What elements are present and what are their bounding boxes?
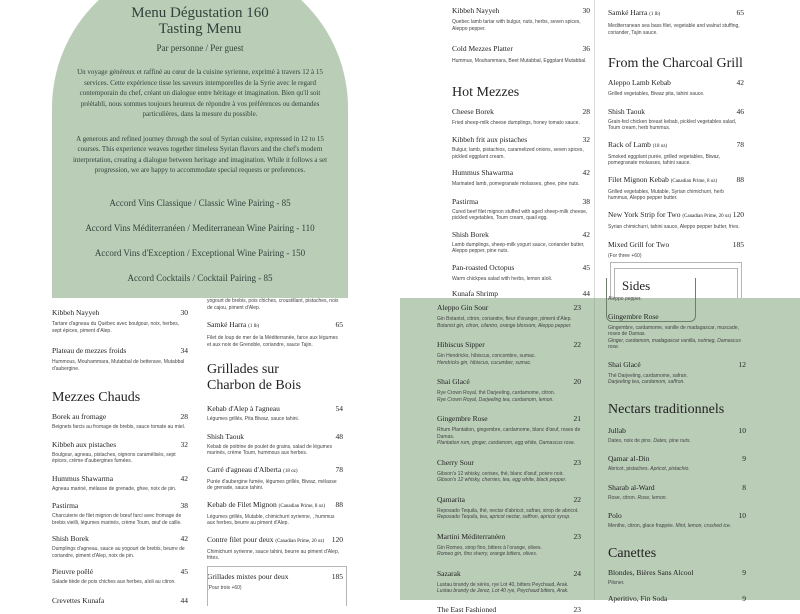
item-description-en: Lustau brandy de Jerez, Lot 40 rye, Peychaud bitters, Arak. — [437, 588, 569, 594]
item-description: Quebec lamb tartar with bulgur, nuts, herbs, seven spices, Aleppo pepper. — [452, 19, 581, 32]
item-description: Gin Hendricks, hibiscus, concombre, sumac. — [437, 353, 536, 359]
menu-item: Rack of Lamb (18 oz) 78 — [608, 139, 744, 149]
tasting-per-person: Par personne / Per guest — [156, 43, 244, 53]
item-description: Kebab de poitrine de poulet de grains, salad de légumes marinés, crème Toum, hummous aux herbes. — [207, 443, 333, 456]
menu-item: Gingembre Rose — [608, 311, 659, 321]
menu-item: Filet Mignon Kebab (Canadian Prime, 8 oz) 88 — [608, 174, 744, 184]
menu-item: Qamar al-Din 9 — [608, 454, 746, 463]
item-description: (For three +60) — [608, 253, 642, 259]
tasting-subtitle: Tasting Menu — [158, 21, 242, 37]
menu-item: Blondes, Bières Sans Alcool 9 — [608, 567, 746, 577]
section-heading-grillades: Grillades sur — [207, 362, 279, 377]
item-description: Beignets farcis au fromage de brebis, sauce tomate au miel. — [52, 424, 186, 430]
item-description: Charcuterie de filet mignon de bœuf farci avec fromage de brebis vieilli, légumes marinés, crème Toum, œuf de caille. — [52, 513, 182, 526]
item-description: Fried sheep-milk cheese dumplings, honey tomato sauce. — [452, 119, 580, 126]
pairing-classic: Accord Vins Classique / Classic Wine Pairing - 85 — [109, 197, 291, 208]
section-heading-sides: Sides — [622, 278, 651, 293]
item-description: Hummus, Mouhammara, Beet Mutabbal, Eggplant Mutabbal. — [452, 58, 587, 64]
menu-item: Aleppo Lamb Kebab 42 — [608, 78, 744, 87]
item-description: Bulgur, lamb, pistachios, caramelized onions, seven spices, pickled eggplant cream. — [452, 147, 584, 160]
menu-item: Sazarak 24 — [437, 568, 581, 578]
item-description: Rhum Plantation, gingembre, cardamome, blanc d'œuf, roses de Damas. — [437, 427, 581, 440]
menu-item: Aleppo Gin Sour 23 — [437, 303, 581, 312]
item-description: Tartare d'agneau du Québec avec boulgour, noix, herbes, sept épices, piment d'Alep. — [52, 321, 180, 334]
section-heading-canettes: Canettes — [608, 545, 657, 561]
tasting-description-en: A generous and refined journey through the soul of Syrian cuisine, expressed in 12 to 15 courses. This experience weaves together timeless Syrian flavors and the chef's modern interpretation, creating a dialogue between heritage and imagination. While it follows a set progression, we are happy to accommodate special requests or preferences. — [72, 134, 328, 174]
item-description: Chimichurri syrienne, sauce tahini, beurre au piment d'Alep, frites. — [207, 548, 340, 561]
menu-item: Hummus Shawarma 42 — [452, 168, 590, 177]
menu-item: Kibbeh frit aux pistaches 32 — [452, 135, 590, 144]
menu-item: Crevettes Kunafa 44 — [52, 595, 188, 605]
menu-item: Shish Borek 42 — [452, 229, 590, 239]
menu-item: Jullab 10 — [608, 425, 746, 435]
item-description: Filet de loup de mer de la Méditerranée, farce aux légumes et aux noix de Grenoble, coriandre, sauce Tajin. — [207, 335, 338, 348]
item-description: Mediterranean sea bass filet, vegetable and walnut stuffing, coriander, Tajin sauce. — [608, 23, 740, 36]
menu-item: Shish Borek 42 — [52, 534, 188, 543]
item-description-en: Darjeeling tea, cardamom, saffron. — [608, 379, 685, 385]
item-description: Reposado Tequila, thé, nectar d'abricot, safran, sirop de abricot. — [437, 507, 579, 514]
item-description-en: Hendricks gin, hibiscus, cucumber, sumac. — [437, 359, 532, 366]
hot-mezzes-column — [452, 6, 590, 298]
menu-item: Cherry Sour 23 — [437, 457, 581, 467]
item-description: Smoked eggplant purée, grilled vegetables, Biwaz, pomegranate molasses, tahini sauce. — [608, 153, 721, 166]
pairing-cocktail: Accord Cocktails / Cocktail Pairing - 85 — [127, 272, 273, 283]
menu-item: Contre filet pour deux (Canadian Prime, 20 oz) 120 — [207, 534, 343, 544]
tasting-title: Menu Dégustation 160 — [131, 5, 269, 21]
item-description: Rye Crown Royal, thé Darjeeling, cardamome, citron. — [437, 390, 556, 396]
item-description: Pilsner. — [608, 579, 625, 586]
menu-item: Borek au fromage 28 — [52, 412, 188, 421]
menu-item: Hummus Shawarma 42 — [52, 473, 188, 483]
item-description-en: Botanist gin, citron, cilantro, orange blossom, Aleppo pepper. — [437, 322, 572, 329]
menu-item: Samké Harra (1 lb) 65 — [608, 8, 744, 17]
menu-item: Kebab d'Alep à l'agneau 54 — [207, 404, 343, 413]
nectars-column — [608, 296, 746, 603]
item-description: Marinated lamb, pomegranate molasses, ghee, pine nuts. — [452, 181, 580, 187]
cocktails-column — [437, 303, 581, 614]
item-description: Hummous, Mouhammara, Mutabbal de betterave, Mutabbal d'aubergine. — [52, 359, 185, 372]
column-divider — [594, 298, 595, 600]
item-description: Gibson's 12 whisky, cerises, thé, blanc d'œuf, poivre noir. — [437, 470, 564, 477]
item-description: Dates, noix de pins. Dates, pine nuts. — [608, 437, 691, 444]
menu-item: Shish Taouk 46 — [608, 106, 744, 116]
menu-item: Mixed Grill for Two 185 — [608, 240, 744, 249]
menu-item: Kibbeh Nayyeh 30 — [452, 6, 590, 15]
section-heading-nectars: Nectars traditionnels — [608, 401, 725, 417]
item-description: Gingembre, cardamome, vanille de madagascar, muscade, roses de Damas. — [608, 324, 739, 337]
item-description-en: Romeo gin, fino sherry, orange bitters, olives. — [437, 551, 538, 557]
item-description: Agneau mariné, mélasse de grenade, ghee, noix de pin. — [52, 485, 177, 492]
item-description-en: Ginger, cardamom, madagascar vanilla, nutmeg, Damascus rose. — [608, 337, 741, 350]
tasting-arch-panel — [52, 0, 348, 320]
item-description-en: Rye Crown Royal, Darjeeling tea, cardamom, lemon. — [437, 396, 554, 403]
tasting-description-fr: Un voyage généreux et raffiné au cœur de la cuisine syrienne, exprimé à travers 12 à 15 services. Cette expérience tisse les saveurs intemporelles de la Syrie avec le regard contemporain du chef, créant un dialogue entre héritage et imagination. Bien qu'il soit préétabli, nous sommes toujours heureux de répondre à vos préférences ou demandes particulières, dans la mesure du possible. — [77, 68, 323, 118]
menu-item: Hibiscus Sipper 22 — [437, 340, 581, 349]
grillades-column — [207, 298, 343, 591]
item-description-en: Plantation rum, ginger, cardamom, egg white, Damascus rose. — [437, 440, 576, 446]
menu-item: Qamarita 22 — [437, 494, 581, 504]
section-heading-mezzes-chauds: Mezzes Chauds — [52, 390, 141, 405]
item-description: Thé Darjeeling, cardamome, safran. — [608, 372, 688, 379]
menu-item: Gingembre Rose 21 — [437, 414, 581, 423]
menu-item: The East Fashioned 23 — [437, 604, 581, 614]
item-description: Dumplings d'agneau, sauce au yogourt de brebis, beurre de coriandre, piment d'Alep, noix de pin. — [52, 546, 185, 559]
menu-item: Kebab de Filet Mignon (Canadian Prime, 8 oz) 88 — [207, 499, 343, 509]
menu-item: Carré d'agneau d'Alberta (18 oz) 78 — [207, 464, 343, 474]
item-description: Menthe, citron, glace frappée. Mint, lemon, crushed ice. — [608, 523, 732, 529]
menu-item: Kibbeh aux pistaches 32 — [52, 439, 188, 449]
section-heading-grillades-line2: Charbon de Bois — [207, 378, 302, 393]
pairing-exceptional: Accord Vins d'Exception / Exceptional Wine Pairing - 150 — [94, 247, 306, 258]
menu-item: Plateau de mezzes froids 34 — [52, 346, 188, 355]
menu-item: Aperitivo, Fin Soda 9 — [608, 594, 746, 603]
item-description: Rose, citron. Rose, lemon. — [608, 494, 667, 501]
section-heading-charcoal-grill: From the Charcoal Grill — [608, 56, 743, 71]
menu-item: Kibbeh Nayyeh 30 — [52, 308, 188, 317]
menu-item: Shai Glacé 20 — [437, 377, 581, 386]
item-description: (Pour trois +60) — [207, 584, 242, 591]
menu-item: New York Strip for Two (Canadian Prime, 20 oz) 120 — [608, 209, 744, 219]
item-description: Légumes grillés, Mutable, chimichurri syrienne, , hummus aux herbes, beurre au piment d'Alep. — [207, 513, 335, 526]
item-description-en: Reposado Tequila, tea, apricot nectar, saffron, apricot syrup. — [437, 514, 571, 520]
item-description: Syrian chimichurri, tahini sauce, Aleppo pepper butter, fries. — [608, 223, 740, 230]
item-description: Cured beef filet mignon stuffed with aged sheep-milk cheese, pickled vegetables, Toum cream, quail egg. — [452, 208, 588, 221]
item-description: yogourt de brebis, pois chiches, croustillant, pistaches, noix de cajou, piment d'Alep. — [207, 298, 339, 311]
column-divider — [594, 0, 595, 298]
item-description: Grilled vegetables, Biwaz pita, tahini sauce. — [608, 91, 705, 97]
menu-item: Samké Harra (1 lb) 65 — [207, 320, 343, 329]
item-description: Warm chickpea salad with herbs, lemon aïoli. — [452, 275, 553, 282]
menu-item: Pieuvre poêlé 45 — [52, 567, 188, 576]
item-description: Salade tiède de pois chiches aux herbes, aïoli au citron. — [52, 579, 176, 585]
decorative-frame — [207, 566, 347, 606]
mezzes-chauds-column — [52, 308, 188, 605]
section-heading-hot-mezzes: Hot Mezzes — [452, 84, 520, 100]
pairing-mediterranean: Accord Vins Méditerranéen / Mediterranean Wine Pairing - 110 — [85, 222, 315, 233]
menu-item: Pastirma 38 — [52, 501, 188, 510]
menu-item: Sharab al-Ward 8 — [608, 482, 746, 492]
menu-item: Shai Glacé 12 — [608, 359, 746, 369]
menu-item: Pastirma 38 — [452, 196, 590, 206]
item-description: Aleppo pepper. — [608, 296, 642, 302]
item-description: Légumes grillés, Pita Biwaz, sauce tahini. — [207, 416, 299, 422]
menu-item: Cheese Borek 28 — [452, 106, 590, 116]
menu-item: Polo 10 — [608, 511, 746, 520]
item-description: Purée d'aubergine fumée, légumes grillés, Biwaz, mélasse de grenade, sauce tahini. — [207, 478, 337, 491]
menu-item: Grillades mixtes pour deux 185 — [207, 571, 343, 581]
menu-item: Martini Méditerranéen 23 — [437, 531, 581, 541]
item-description: Gin Romeo, sirop fino, bitters à l'orange, olives. — [437, 544, 542, 551]
tasting-menu-card — [0, 0, 400, 298]
menu-item: Pan-roasted Octopus 45 — [452, 262, 590, 272]
menu-item: Cold Mezzes Platter 36 — [452, 44, 590, 53]
menu-item: Kunafa Shrimp 44 — [452, 289, 590, 298]
item-description: Gin Botanist, citron, coriandre, fleur d'oranger, piment d'Alep. — [437, 316, 572, 322]
english-menu-page — [400, 0, 800, 298]
item-description: Grilled vegetables, Mutable, Syrian chimichurri, herb hummus, Aleppo pepper butter. — [608, 188, 724, 201]
charcoal-grill-column — [608, 8, 744, 260]
item-description: Grain-fed chicken breast kebab, pickled vegetables salad, Toum cream, herb hummus. — [608, 118, 737, 131]
menu-item: Shish Taouk 48 — [207, 431, 343, 441]
item-description: Lamb dumplings, sheep-milk yogurt sauce, coriander butter, Aleppo pepper, pine nuts. — [452, 241, 585, 254]
item-description: Lustau brandy de xérès, rye Lot 40, bitters Peychaud, Arak. — [437, 581, 569, 588]
item-description-en: Gibson's 12 whisky, cherries, tea, egg white, black pepper. — [437, 477, 567, 483]
french-menu-page — [0, 298, 400, 605]
item-description: Boulgour, agneau, pistaches, oignons caramélisés, sept épices, crème d'aubergines fumées. — [52, 451, 176, 464]
item-description: Abricot, pistaches. Apricot, pistachio. — [608, 466, 690, 472]
